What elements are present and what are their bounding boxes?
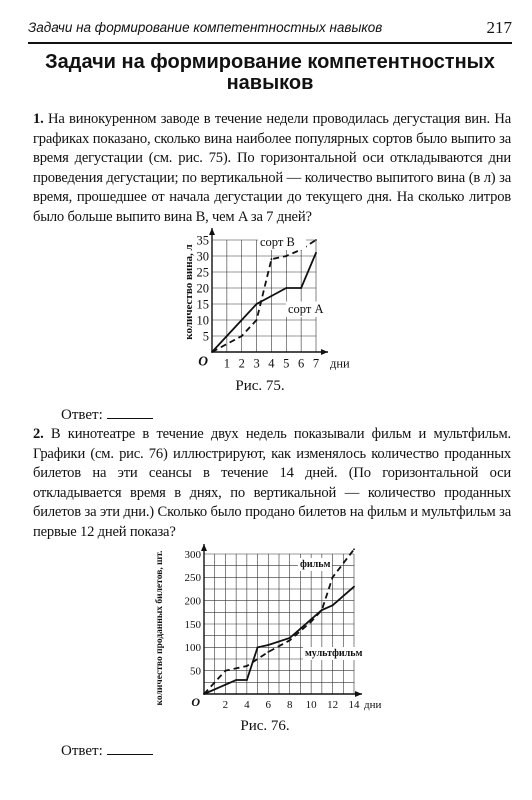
y-tick-label: 150 bbox=[184, 618, 201, 631]
x-tick-label: 2 bbox=[238, 356, 245, 371]
data-point bbox=[257, 646, 259, 648]
data-point bbox=[225, 670, 227, 672]
data-point bbox=[203, 693, 205, 695]
answer-1 bbox=[61, 404, 153, 424]
x-axis-label: дни bbox=[364, 699, 382, 711]
data-point bbox=[241, 319, 243, 321]
data-point bbox=[321, 609, 323, 611]
data-point bbox=[315, 239, 317, 241]
y-tick-label: 100 bbox=[184, 642, 201, 655]
y-tick-label: 15 bbox=[196, 297, 209, 312]
y-tick-label: 250 bbox=[184, 572, 201, 585]
y-tick-label: 20 bbox=[196, 281, 209, 296]
answer-2 bbox=[61, 740, 153, 760]
data-point bbox=[271, 258, 273, 260]
figure-76-caption: Рис. 76. bbox=[240, 718, 290, 734]
section-title-line2: навыков bbox=[226, 72, 314, 94]
page-number: 217 bbox=[486, 18, 512, 37]
data-point bbox=[256, 319, 258, 321]
running-header bbox=[28, 14, 512, 44]
data-point bbox=[300, 628, 302, 630]
x-tick-label: 6 bbox=[298, 356, 305, 371]
data-point bbox=[353, 548, 355, 550]
x-axis-arrow bbox=[321, 349, 328, 355]
series-label: сорт A bbox=[288, 302, 324, 316]
x-tick-label: 12 bbox=[327, 699, 339, 711]
running-title: Задачи на формирование компетентностных навыков bbox=[28, 20, 383, 35]
answer-2-label: Ответ: bbox=[61, 743, 103, 759]
problem-1-text bbox=[33, 110, 511, 228]
data-point bbox=[226, 335, 228, 337]
section-title bbox=[28, 52, 512, 94]
y-axis-arrow bbox=[201, 544, 207, 551]
answer-1-label: Ответ: bbox=[61, 407, 103, 423]
data-point bbox=[353, 586, 355, 588]
problem-2-number: 2. bbox=[33, 426, 44, 442]
y-tick-label: 5 bbox=[202, 329, 209, 344]
x-tick-label: 10 bbox=[305, 699, 317, 711]
data-point bbox=[225, 684, 227, 686]
y-tick-label: 35 bbox=[196, 233, 209, 248]
data-point bbox=[235, 679, 237, 681]
series-label: сорт B bbox=[260, 235, 295, 249]
problem-1-number: 1. bbox=[33, 111, 44, 127]
answer-1-blank bbox=[107, 404, 153, 419]
y-tick-label: 25 bbox=[196, 265, 209, 280]
data-point bbox=[310, 621, 312, 623]
answer-2-blank bbox=[107, 740, 153, 755]
x-tick-label: 8 bbox=[286, 699, 293, 711]
data-point bbox=[211, 351, 213, 353]
chart-wine bbox=[178, 224, 358, 374]
data-point bbox=[300, 287, 302, 289]
chart-tickets bbox=[150, 540, 390, 716]
y-axis-label: количество вина, л bbox=[183, 244, 195, 340]
x-axis-arrow bbox=[355, 691, 362, 697]
data-point bbox=[267, 644, 269, 646]
data-point bbox=[315, 252, 317, 254]
data-point bbox=[332, 604, 334, 606]
x-axis-label: дни bbox=[330, 356, 350, 371]
x-tick-label: 6 bbox=[265, 699, 272, 711]
x-tick-label: 7 bbox=[312, 356, 320, 371]
x-tick-label: 5 bbox=[283, 356, 290, 371]
data-point bbox=[246, 679, 248, 681]
problem-2-text bbox=[33, 425, 511, 543]
x-tick-label: 2 bbox=[222, 699, 229, 711]
x-tick-label: 1 bbox=[223, 356, 230, 371]
y-axis-arrow bbox=[209, 228, 215, 235]
origin-label: O bbox=[191, 695, 200, 709]
data-point bbox=[241, 335, 243, 337]
data-point bbox=[271, 295, 273, 297]
y-axis-label: количество проданных билетов, шт. bbox=[155, 550, 165, 706]
y-tick-label: 300 bbox=[184, 548, 201, 561]
y-tick-label: 30 bbox=[196, 249, 209, 264]
data-point bbox=[285, 287, 287, 289]
section-title-line1: Задачи на формирование компетентностных bbox=[45, 51, 495, 73]
figure-75-caption: Рис. 75. bbox=[235, 378, 285, 394]
x-tick-label: 4 bbox=[268, 356, 275, 371]
y-tick-label: 200 bbox=[184, 595, 201, 608]
problem-1-body: На винокуренном заводе в течение недели проводилась дегустация вин. На графиках показано, сколько вина наиболее популярных сортов было выпито за время дегустации (см. рис. 75). По горизонтальной оси откладываются дни проведения дегустации; по вертикальной — количество выпитого вина (в л) за время, прошедшее от начала дегустации до текущего дня. На сколько литров было больше выпито вина B, чем A за 7 дней? bbox=[33, 111, 512, 225]
x-tick-label: 3 bbox=[253, 356, 260, 371]
data-point bbox=[267, 651, 269, 653]
data-point bbox=[256, 303, 258, 305]
origin-label: O bbox=[198, 353, 208, 369]
x-tick-label: 4 bbox=[244, 699, 250, 711]
data-point bbox=[285, 255, 287, 257]
y-tick-label: 50 bbox=[190, 665, 201, 678]
y-tick-label: 10 bbox=[196, 313, 209, 328]
data-point bbox=[246, 665, 248, 667]
data-point bbox=[289, 639, 291, 641]
data-point bbox=[332, 576, 334, 578]
series-label: фильм bbox=[300, 559, 331, 570]
x-tick-label: 14 bbox=[348, 699, 360, 711]
series-label: мультфильм bbox=[305, 648, 363, 659]
problem-2-body: В кинотеатре в течение двух недель показывали фильм и мультфильм. Графики (см. рис. 76) иллюстрируют, как изменялось количество проданных билетов на эти сеансы в течение 14 дней. (По горизонтальной оси откладывается время в днях, по вертикальной — количество проданных билетов за эти дни.) Сколько было продано билетов на фильм и мультфильм за первые 12 дней показа? bbox=[33, 426, 511, 540]
